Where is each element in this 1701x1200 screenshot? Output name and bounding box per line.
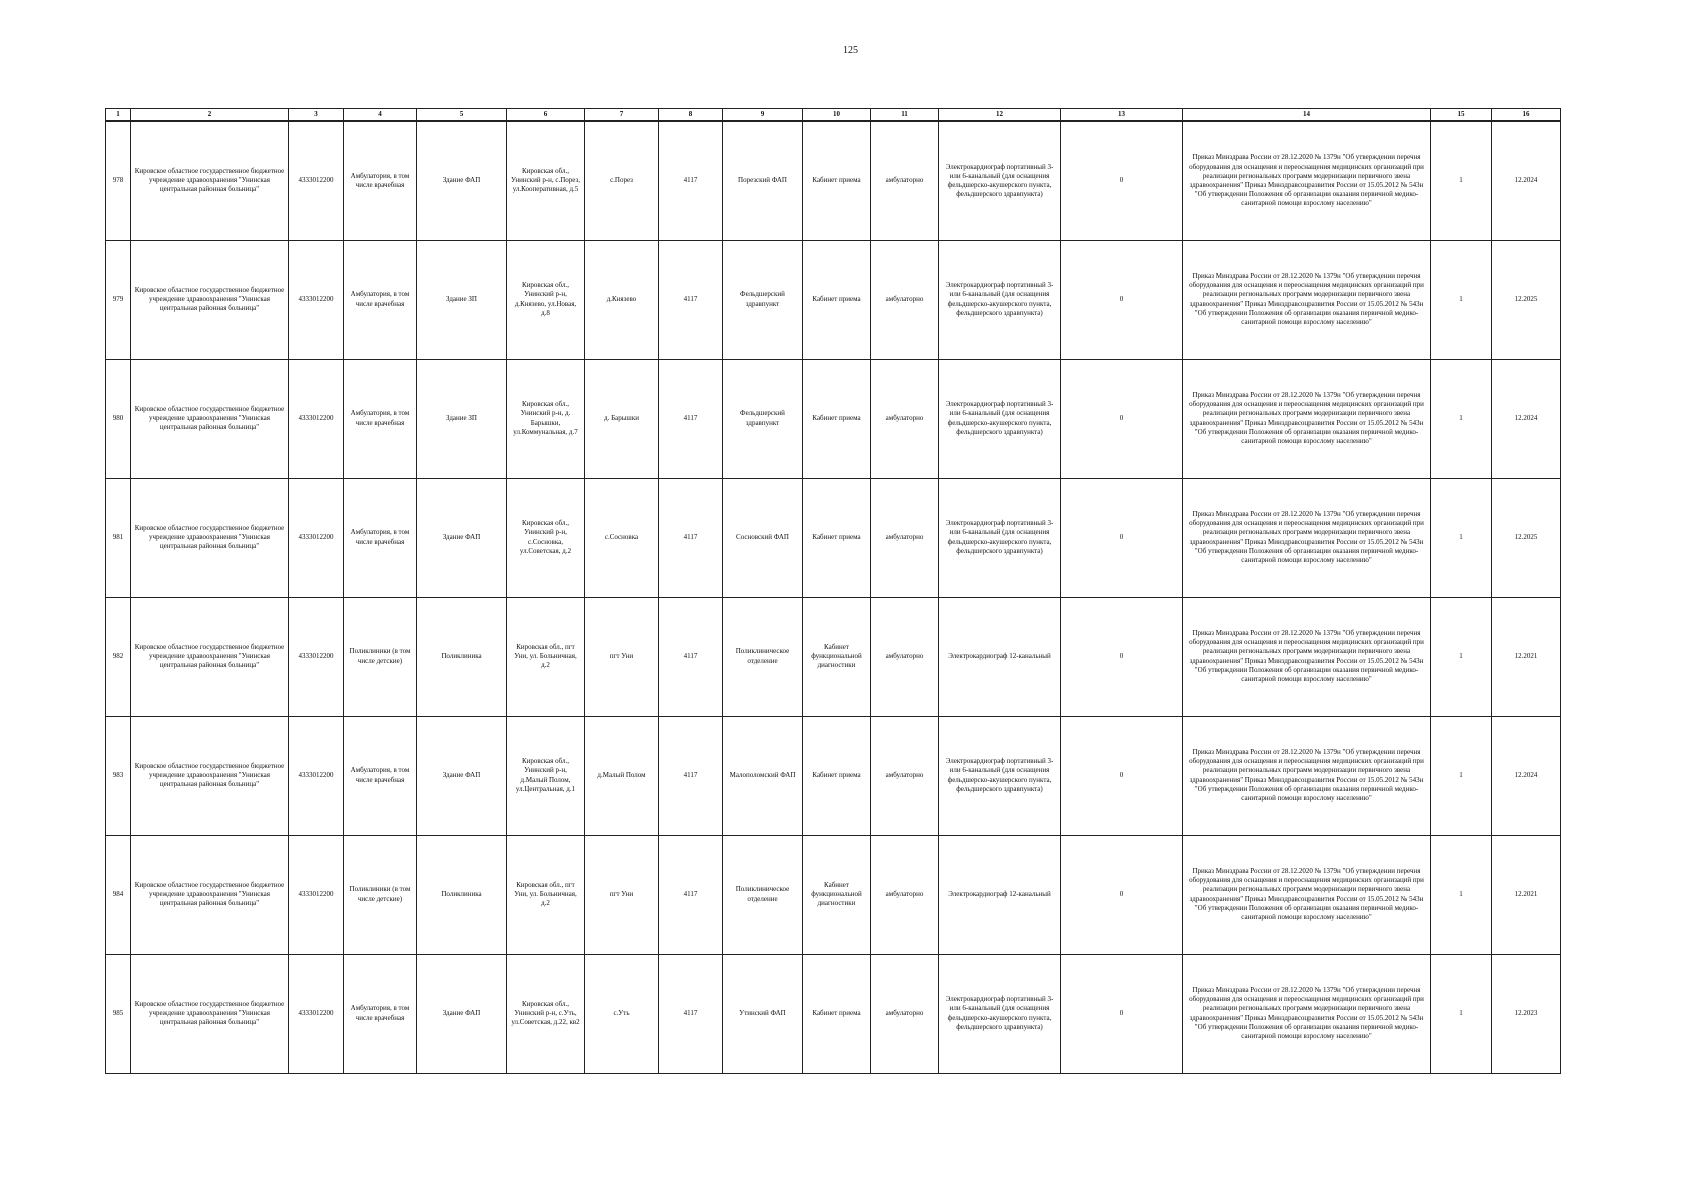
organization-cell: Кировское областное государственное бюджетное учреждение здравоохранения "Унинская центральная районная больница" bbox=[131, 835, 289, 954]
row-number-cell: 982 bbox=[106, 597, 131, 716]
quantity-cell: 1 bbox=[1431, 478, 1492, 597]
address-cell: Кировская обл., пгт Уни, ул. Больничная, д.2 bbox=[507, 835, 585, 954]
oktmo-code-cell: 4333012200 bbox=[289, 359, 344, 478]
organization-cell: Кировское областное государственное бюджетное учреждение здравоохранения "Унинская центральная районная больница" bbox=[131, 121, 289, 240]
column-header: 10 bbox=[803, 109, 871, 122]
unit-name-cell: Порезский ФАП bbox=[723, 121, 803, 240]
delivery-date-cell: 12.2025 bbox=[1492, 240, 1561, 359]
legal-basis-cell: Приказ Минздрава России от 28.12.2020 № 1379н "Об утверждении перечня оборудования для оснащения и переоснащения медицинских организаций при реализации региональных программ модернизации первичного звена здравоохранения" Приказ Минздравсоцразвития России от 15.05.2012 № 543н "Об утверждении Положения об организации оказания первичной медико-санитарной помощи взрослому населению" bbox=[1183, 716, 1431, 835]
care-mode-cell: амбулаторно bbox=[871, 716, 939, 835]
facility-type-cell: Поликлиники (в том числе детские) bbox=[344, 597, 417, 716]
facility-type-cell: Амбулатория, в том числе врачебная bbox=[344, 716, 417, 835]
equipment-name-cell: Электрокардиограф портативный 3- или 6-канальный (для оснащения фельдшерско-акушерского пункта, фельдшерского здравпункта) bbox=[939, 478, 1061, 597]
organization-cell: Кировское областное государственное бюджетное учреждение здравоохранения "Унинская центральная районная больница" bbox=[131, 478, 289, 597]
legal-basis-cell: Приказ Минздрава России от 28.12.2020 № 1379н "Об утверждении перечня оборудования для оснащения и переоснащения медицинских организаций при реализации региональных программ модернизации первичного звена здравоохранения" Приказ Минздравсоцразвития России от 15.05.2012 № 543н "Об утверждении Положения об организации оказания первичной медико-санитарной помощи взрослому населению" bbox=[1183, 478, 1431, 597]
organization-cell: Кировское областное государственное бюджетное учреждение здравоохранения "Унинская центральная районная больница" bbox=[131, 597, 289, 716]
care-mode-cell: амбулаторно bbox=[871, 121, 939, 240]
delivery-date-cell: 12.2024 bbox=[1492, 716, 1561, 835]
room-cell: Кабинет приема bbox=[803, 240, 871, 359]
oktmo-code-cell: 4333012200 bbox=[289, 597, 344, 716]
okved-code-cell: 4117 bbox=[659, 954, 723, 1073]
equipment-name-cell: Электрокардиограф портативный 3- или 6-канальный (для оснащения фельдшерско-акушерского пункта, фельдшерского здравпункта) bbox=[939, 240, 1061, 359]
row-number-cell: 981 bbox=[106, 478, 131, 597]
locality-cell: д.Малый Полом bbox=[585, 716, 659, 835]
facility-type-cell: Амбулатория, в том числе врачебная bbox=[344, 954, 417, 1073]
room-cell: Кабинет приема bbox=[803, 954, 871, 1073]
column-number-row bbox=[106, 109, 1561, 122]
okved-code-cell: 4117 bbox=[659, 716, 723, 835]
locality-cell: д. Барышки bbox=[585, 359, 659, 478]
facility-type-cell: Амбулатория, в том числе врачебная bbox=[344, 121, 417, 240]
care-mode-cell: амбулаторно bbox=[871, 597, 939, 716]
okved-code-cell: 4117 bbox=[659, 478, 723, 597]
building-cell: Здание ФАП bbox=[417, 121, 507, 240]
available-count-cell: 0 bbox=[1061, 716, 1183, 835]
quantity-cell: 1 bbox=[1431, 121, 1492, 240]
room-cell: Кабинет приема bbox=[803, 716, 871, 835]
room-cell: Кабинет приема bbox=[803, 478, 871, 597]
table-body bbox=[106, 121, 1561, 1073]
legal-basis-cell: Приказ Минздрава России от 28.12.2020 № 1379н "Об утверждении перечня оборудования для оснащения и переоснащения медицинских организаций при реализации региональных программ модернизации первичного звена здравоохранения" Приказ Минздравсоцразвития России от 15.05.2012 № 543н "Об утверждении Положения об организации оказания первичной медико-санитарной помощи взрослому населению" bbox=[1183, 835, 1431, 954]
legal-basis-cell: Приказ Минздрава России от 28.12.2020 № 1379н "Об утверждении перечня оборудования для оснащения и переоснащения медицинских организаций при реализации региональных программ модернизации первичного звена здравоохранения" Приказ Минздравсоцразвития России от 15.05.2012 № 543н "Об утверждении Положения об организации оказания первичной медико-санитарной помощи взрослому населению" bbox=[1183, 240, 1431, 359]
available-count-cell: 0 bbox=[1061, 359, 1183, 478]
available-count-cell: 0 bbox=[1061, 597, 1183, 716]
building-cell: Здание ФАП bbox=[417, 716, 507, 835]
organization-cell: Кировское областное государственное бюджетное учреждение здравоохранения "Унинская центральная районная больница" bbox=[131, 716, 289, 835]
oktmo-code-cell: 4333012200 bbox=[289, 121, 344, 240]
legal-basis-cell: Приказ Минздрава России от 28.12.2020 № 1379н "Об утверждении перечня оборудования для оснащения и переоснащения медицинских организаций при реализации региональных программ модернизации первичного звена здравоохранения" Приказ Минздравсоцразвития России от 15.05.2012 № 543н "Об утверждении Положения об организации оказания первичной медико-санитарной помощи взрослому населению" bbox=[1183, 597, 1431, 716]
column-header: 2 bbox=[131, 109, 289, 122]
building-cell: Здание ФАП bbox=[417, 954, 507, 1073]
room-cell: Кабинет функциональной диагностики bbox=[803, 597, 871, 716]
column-header: 5 bbox=[417, 109, 507, 122]
locality-cell: с.Сосновка bbox=[585, 478, 659, 597]
row-number-cell: 983 bbox=[106, 716, 131, 835]
table-row bbox=[106, 121, 1561, 240]
care-mode-cell: амбулаторно bbox=[871, 359, 939, 478]
delivery-date-cell: 12.2024 bbox=[1492, 359, 1561, 478]
equipment-name-cell: Электрокардиограф портативный 3- или 6-канальный (для оснащения фельдшерско-акушерского пункта, фельдшерского здравпункта) bbox=[939, 954, 1061, 1073]
locality-cell: с.Порез bbox=[585, 121, 659, 240]
building-cell: Поликлиника bbox=[417, 835, 507, 954]
locality-cell: д.Князево bbox=[585, 240, 659, 359]
table-row bbox=[106, 478, 1561, 597]
available-count-cell: 0 bbox=[1061, 835, 1183, 954]
oktmo-code-cell: 4333012200 bbox=[289, 240, 344, 359]
equipment-name-cell: Электрокардиограф портативный 3- или 6-канальный (для оснащения фельдшерско-акушерского пункта, фельдшерского здравпункта) bbox=[939, 716, 1061, 835]
available-count-cell: 0 bbox=[1061, 478, 1183, 597]
column-header: 4 bbox=[344, 109, 417, 122]
building-cell: Поликлиника bbox=[417, 597, 507, 716]
equipment-name-cell: Электрокардиограф 12-канальный bbox=[939, 597, 1061, 716]
table-row bbox=[106, 954, 1561, 1073]
column-header: 16 bbox=[1492, 109, 1561, 122]
oktmo-code-cell: 4333012200 bbox=[289, 478, 344, 597]
equipment-name-cell: Электрокардиограф портативный 3- или 6-канальный (для оснащения фельдшерско-акушерского пункта, фельдшерского здравпункта) bbox=[939, 359, 1061, 478]
locality-cell: с.Уть bbox=[585, 954, 659, 1073]
okved-code-cell: 4117 bbox=[659, 240, 723, 359]
locality-cell: пгт Уни bbox=[585, 835, 659, 954]
available-count-cell: 0 bbox=[1061, 240, 1183, 359]
column-header: 12 bbox=[939, 109, 1061, 122]
address-cell: Кировская обл., Унинский р-н, с.Сосновка, ул.Советская, д.2 bbox=[507, 478, 585, 597]
table-row bbox=[106, 359, 1561, 478]
room-cell: Кабинет приема bbox=[803, 121, 871, 240]
column-header: 11 bbox=[871, 109, 939, 122]
care-mode-cell: амбулаторно bbox=[871, 954, 939, 1073]
table-row bbox=[106, 597, 1561, 716]
unit-name-cell: Сосновский ФАП bbox=[723, 478, 803, 597]
delivery-date-cell: 12.2023 bbox=[1492, 954, 1561, 1073]
column-header: 6 bbox=[507, 109, 585, 122]
unit-name-cell: Поликлиническое отделение bbox=[723, 835, 803, 954]
delivery-date-cell: 12.2025 bbox=[1492, 478, 1561, 597]
delivery-date-cell: 12.2024 bbox=[1492, 121, 1561, 240]
okved-code-cell: 4117 bbox=[659, 359, 723, 478]
row-number-cell: 979 bbox=[106, 240, 131, 359]
equipment-name-cell: Электрокардиограф 12-канальный bbox=[939, 835, 1061, 954]
quantity-cell: 1 bbox=[1431, 359, 1492, 478]
address-cell: Кировская обл., Унинский р-н, д.Малый Полом, ул.Центральная, д.1 bbox=[507, 716, 585, 835]
page-number: 125 bbox=[843, 45, 858, 56]
quantity-cell: 1 bbox=[1431, 954, 1492, 1073]
oktmo-code-cell: 4333012200 bbox=[289, 835, 344, 954]
column-header: 3 bbox=[289, 109, 344, 122]
unit-name-cell: Малополомский ФАП bbox=[723, 716, 803, 835]
oktmo-code-cell: 4333012200 bbox=[289, 954, 344, 1073]
column-header: 7 bbox=[585, 109, 659, 122]
address-cell: Кировская обл., Унинский р-н, д.Князево, ул.Новая, д.8 bbox=[507, 240, 585, 359]
column-header: 1 bbox=[106, 109, 131, 122]
column-header: 15 bbox=[1431, 109, 1492, 122]
row-number-cell: 985 bbox=[106, 954, 131, 1073]
facility-type-cell: Поликлиники (в том числе детские) bbox=[344, 835, 417, 954]
unit-name-cell: Поликлиническое отделение bbox=[723, 597, 803, 716]
okved-code-cell: 4117 bbox=[659, 121, 723, 240]
room-cell: Кабинет функциональной диагностики bbox=[803, 835, 871, 954]
unit-name-cell: Утинский ФАП bbox=[723, 954, 803, 1073]
address-cell: Кировская обл., Унинский р-н, д. Барышки, ул.Коммунальная, д.7 bbox=[507, 359, 585, 478]
address-cell: Кировская обл., пгт Уни, ул. Больничная, д.2 bbox=[507, 597, 585, 716]
quantity-cell: 1 bbox=[1431, 835, 1492, 954]
care-mode-cell: амбулаторно bbox=[871, 478, 939, 597]
table-row bbox=[106, 240, 1561, 359]
equipment-register-table bbox=[105, 108, 1561, 1074]
facility-type-cell: Амбулатория, в том числе врачебная bbox=[344, 478, 417, 597]
quantity-cell: 1 bbox=[1431, 240, 1492, 359]
care-mode-cell: амбулаторно bbox=[871, 835, 939, 954]
column-header: 9 bbox=[723, 109, 803, 122]
unit-name-cell: Фельдшерский здравпункт bbox=[723, 240, 803, 359]
available-count-cell: 0 bbox=[1061, 121, 1183, 240]
column-header: 8 bbox=[659, 109, 723, 122]
organization-cell: Кировское областное государственное бюджетное учреждение здравоохранения "Унинская центральная районная больница" bbox=[131, 240, 289, 359]
building-cell: Здание ФАП bbox=[417, 478, 507, 597]
legal-basis-cell: Приказ Минздрава России от 28.12.2020 № 1379н "Об утверждении перечня оборудования для оснащения и переоснащения медицинских организаций при реализации региональных программ модернизации первичного звена здравоохранения" Приказ Минздравсоцразвития России от 15.05.2012 № 543н "Об утверждении Положения об организации оказания первичной медико-санитарной помощи взрослому населению" bbox=[1183, 121, 1431, 240]
room-cell: Кабинет приема bbox=[803, 359, 871, 478]
legal-basis-cell: Приказ Минздрава России от 28.12.2020 № 1379н "Об утверждении перечня оборудования для оснащения и переоснащения медицинских организаций при реализации региональных программ модернизации первичного звена здравоохранения" Приказ Минздравсоцразвития России от 15.05.2012 № 543н "Об утверждении Положения об организации оказания первичной медико-санитарной помощи взрослому населению" bbox=[1183, 954, 1431, 1073]
care-mode-cell: амбулаторно bbox=[871, 240, 939, 359]
legal-basis-cell: Приказ Минздрава России от 28.12.2020 № 1379н "Об утверждении перечня оборудования для оснащения и переоснащения медицинских организаций при реализации региональных программ модернизации первичного звена здравоохранения" Приказ Минздравсоцразвития России от 15.05.2012 № 543н "Об утверждении Положения об организации оказания первичной медико-санитарной помощи взрослому населению" bbox=[1183, 359, 1431, 478]
locality-cell: пгт Уни bbox=[585, 597, 659, 716]
organization-cell: Кировское областное государственное бюджетное учреждение здравоохранения "Унинская центральная районная больница" bbox=[131, 359, 289, 478]
column-header: 14 bbox=[1183, 109, 1431, 122]
building-cell: Здание ЗП bbox=[417, 359, 507, 478]
equipment-name-cell: Электрокардиограф портативный 3- или 6-канальный (для оснащения фельдшерско-акушерского пункта, фельдшерского здравпункта) bbox=[939, 121, 1061, 240]
available-count-cell: 0 bbox=[1061, 954, 1183, 1073]
quantity-cell: 1 bbox=[1431, 716, 1492, 835]
delivery-date-cell: 12.2021 bbox=[1492, 597, 1561, 716]
delivery-date-cell: 12.2021 bbox=[1492, 835, 1561, 954]
table-row bbox=[106, 716, 1561, 835]
okved-code-cell: 4117 bbox=[659, 835, 723, 954]
table-row bbox=[106, 835, 1561, 954]
facility-type-cell: Амбулатория, в том числе врачебная bbox=[344, 359, 417, 478]
organization-cell: Кировское областное государственное бюджетное учреждение здравоохранения "Унинская центральная районная больница" bbox=[131, 954, 289, 1073]
row-number-cell: 978 bbox=[106, 121, 131, 240]
row-number-cell: 980 bbox=[106, 359, 131, 478]
address-cell: Кировская обл., Унинский р-н, с.Порез, ул.Кооперативная, д.5 bbox=[507, 121, 585, 240]
column-header: 13 bbox=[1061, 109, 1183, 122]
unit-name-cell: Фельдшерский здравпункт bbox=[723, 359, 803, 478]
quantity-cell: 1 bbox=[1431, 597, 1492, 716]
facility-type-cell: Амбулатория, в том числе врачебная bbox=[344, 240, 417, 359]
row-number-cell: 984 bbox=[106, 835, 131, 954]
oktmo-code-cell: 4333012200 bbox=[289, 716, 344, 835]
address-cell: Кировская обл., Унинский р-н, с.Уть, ул.Советская, д.22, кв2 bbox=[507, 954, 585, 1073]
building-cell: Здание ЗП bbox=[417, 240, 507, 359]
okved-code-cell: 4117 bbox=[659, 597, 723, 716]
